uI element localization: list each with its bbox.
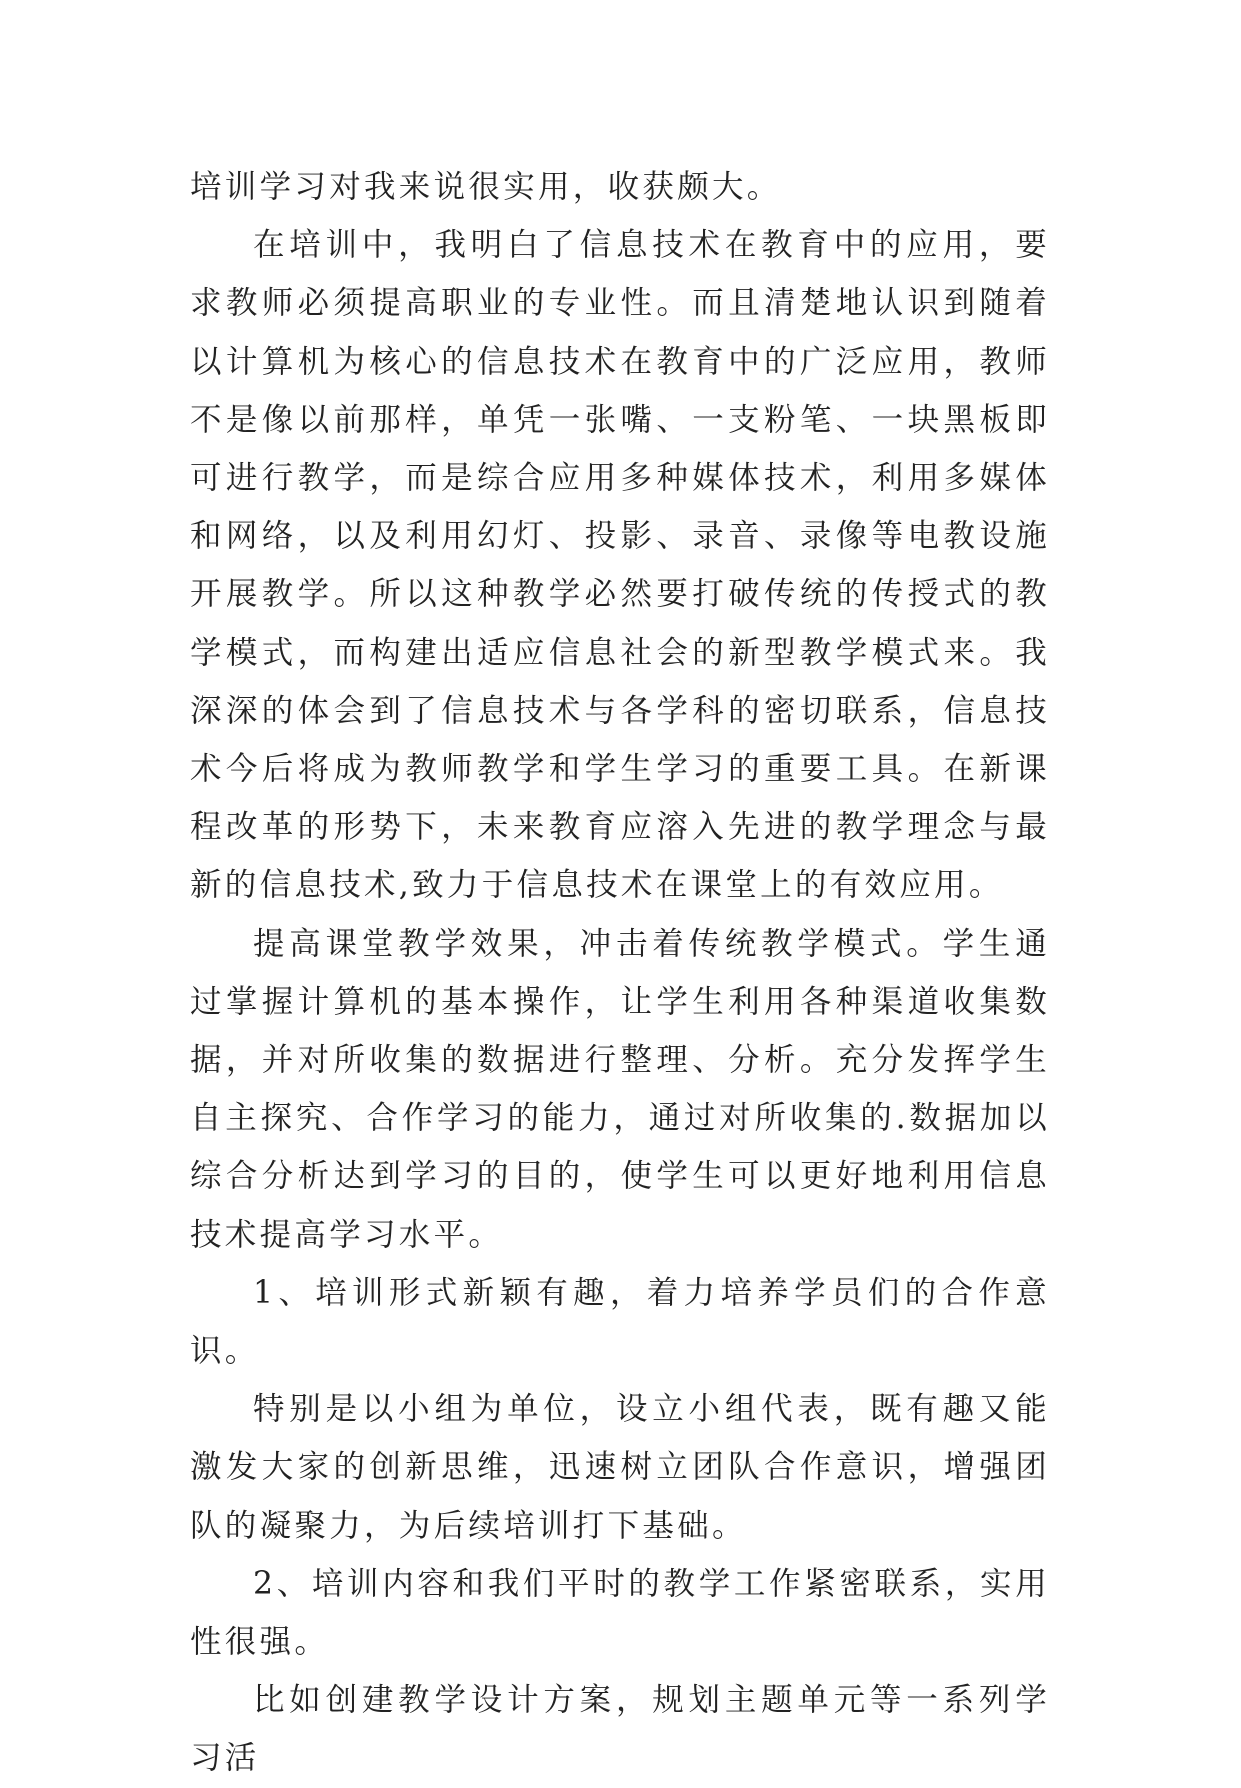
paragraph-point-2: 2、培训内容和我们平时的教学工作紧密联系，实用性很强。 xyxy=(190,1565,1050,1661)
paragraph-training-insight: 在培训中，我明白了信息技术在教育中的应用，要求教师必须提高职业的专业性。而且清楚地认识到随着以计算机为核心的信息技术在教育中的广泛应用，教师不是像以前那样，单凭一张嘴、一支粉笔、一块黑板即可进行教学，而是综合应用多种媒体技术，利用多媒体和网络，以及利用幻灯、投影、录音、录像等电教设施开展教学。所以这种教学必然要打破传统的传授式的教学模式，而构建出适应信息社会的新型教学模式来。我深深的体会到了信息技术与各学科的密切联系，信息技术今后将成为教师教学和学生学习的重要工具。在新课程改革的形势下，未来教育应溶入先进的教学理念与最新的信息技术,致力于信息技术在课堂上的有效应用。 xyxy=(190,227,1050,904)
paragraph-group-work: 特别是以小组为单位，设立小组代表，既有趣又能激发大家的创新思维，迅速树立团队合作意识，增强团队的凝聚力，为后续培训打下基础。 xyxy=(190,1391,1050,1544)
paragraph-example: 比如创建教学设计方案，规划主题单元等一系列学习活 xyxy=(190,1682,1050,1777)
paragraph-classroom-effect: 提高课堂教学效果，冲击着传统教学模式。学生通过掌握计算机的基本操作，让学生利用各种渠道收集数据，并对所收集的数据进行整理、分析。充分发挥学生自主探究、合作学习的能力，通过对所收集的.数据加以综合分析达到学习的目的，使学生可以更好地利用信息技术提高学习水平。 xyxy=(190,925,1050,1253)
document-body xyxy=(190,158,1050,1788)
paragraph-point-1: 1、培训形式新颖有趣，着力培养学员们的合作意识。 xyxy=(190,1274,1050,1370)
paragraph-intro: 培训学习对我来说很实用，收获颇大。 xyxy=(190,169,782,205)
